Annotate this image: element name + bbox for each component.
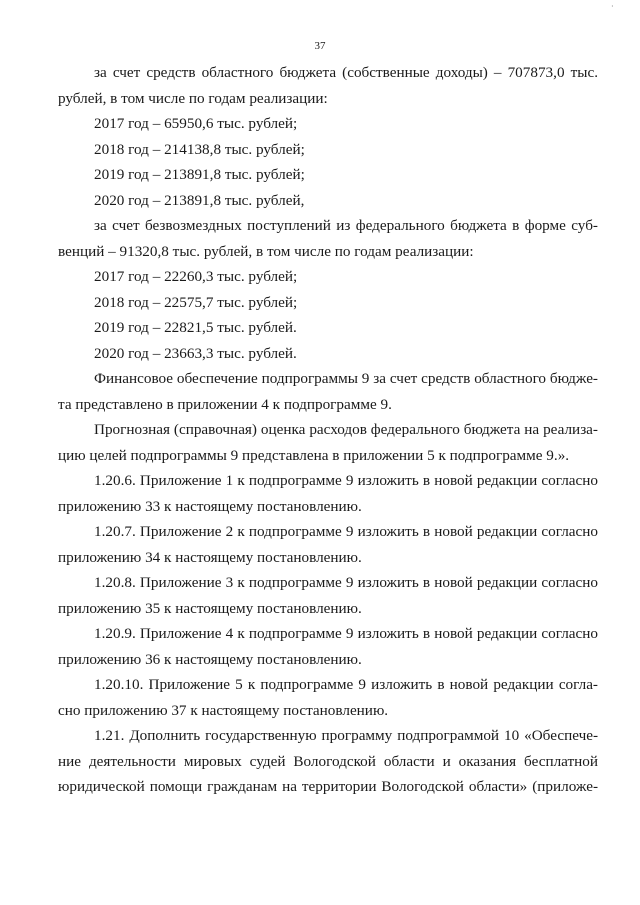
paragraph-line: Финансовое обеспечение подпрограммы 9 за счет средств областного бюдже-: [94, 370, 598, 387]
page-number: 37: [314, 40, 326, 52]
paragraph-line: Прогнозная (справочная) оценка расходов федерального бюджета на реализа-: [94, 421, 598, 438]
paragraph-line: приложению 36 к настоящему постановлению.: [58, 650, 362, 668]
paragraph-line: 1.20.7. Приложение 2 к подпрограмме 9 изложить в новой редакции согласно: [94, 523, 598, 540]
paragraph-line: за счет безвозмездных поступлений из федерального бюджета в форме суб-: [94, 217, 598, 234]
paragraph-line: юридической помощи гражданам на территории Вологодской области» (приложе-: [58, 778, 598, 795]
paragraph-line: приложению 34 к настоящему постановлению.: [58, 548, 362, 566]
list-line: 2019 год – 22821,5 тыс. рублей.: [94, 319, 297, 336]
paragraph-line: та представлено в приложении 4 к подпрограмме 9.: [58, 395, 392, 413]
paragraph-line: венций – 91320,8 тыс. рублей, в том числе по годам реализации:: [58, 242, 474, 260]
list-line: 2018 год – 214138,8 тыс. рублей;: [94, 140, 305, 158]
list-line: 2017 год – 65950,6 тыс. рублей;: [94, 115, 298, 132]
paragraph-line: 1.20.8. Приложение 3 к подпрограмме 9 изложить в новой редакции согласно: [94, 574, 598, 591]
paragraph-line: за счет средств областного бюджета (собственные доходы) – 707873,0 тыс.: [94, 64, 598, 81]
paragraph-line: 1.20.9. Приложение 4 к подпрограмме 9 изложить в новой редакции согласно: [94, 625, 598, 642]
paragraph-line: приложению 33 к настоящему постановлению.: [58, 497, 362, 515]
document-body: [58, 60, 598, 800]
paragraph-line: сно приложению 37 к настоящему постановлению.: [58, 701, 389, 719]
paragraph-line: цию целей подпрограммы 9 представлена в приложении 5 к подпрограмме 9.».: [58, 446, 570, 464]
paragraph-line: ние деятельности мировых судей Вологодской области и оказания бесплатной: [58, 752, 598, 770]
list-line: 2020 год – 213891,8 тыс. рублей,: [94, 191, 305, 209]
list-line: 2020 год – 23663,3 тыс. рублей.: [94, 344, 297, 362]
corner-mark: ·: [611, 2, 614, 11]
paragraph-line: приложению 35 к настоящему постановлению.: [58, 599, 362, 617]
list-line: 2017 год – 22260,3 тыс. рублей;: [94, 268, 298, 285]
paragraph-line: 1.20.10. Приложение 5 к подпрограмме 9 изложить в новой редакции согла-: [94, 676, 598, 693]
paragraph-line: 1.20.6. Приложение 1 к подпрограмме 9 изложить в новой редакции согласно: [94, 472, 598, 489]
paragraph-line: рублей, в том числе по годам реализации:: [58, 89, 328, 107]
list-line: 2018 год – 22575,7 тыс. рублей;: [94, 293, 298, 311]
list-line: 2019 год – 213891,8 тыс. рублей;: [94, 166, 305, 183]
paragraph-line: 1.21. Дополнить государственную программу подпрограммой 10 «Обеспече-: [94, 727, 598, 744]
